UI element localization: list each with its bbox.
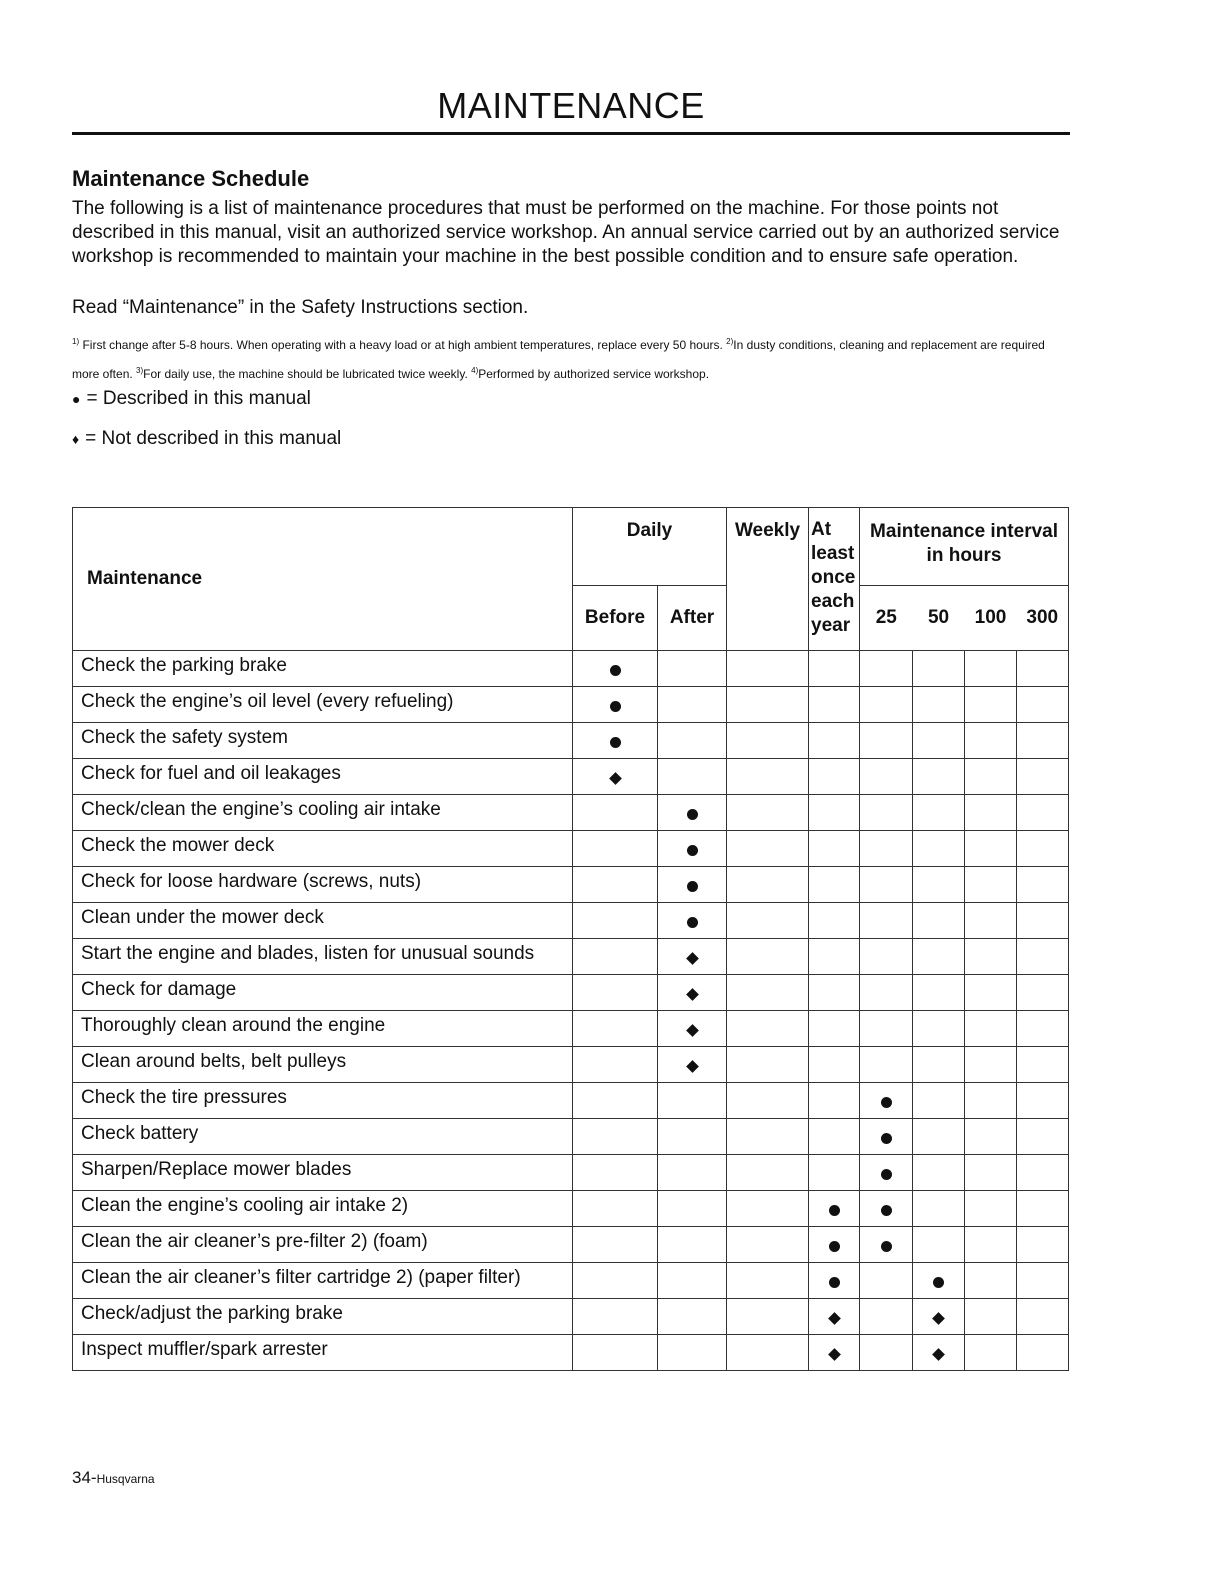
table-row <box>73 1011 1069 1047</box>
mark-cell-h50 <box>913 1083 965 1119</box>
mark-cell-weekly <box>727 1191 809 1227</box>
dot-icon: ● <box>72 391 81 407</box>
diamond-icon <box>686 1060 699 1073</box>
diamond-icon: ♦ <box>72 431 80 447</box>
mark-cell-h50 <box>913 1227 965 1263</box>
mark-cell-before <box>573 795 658 831</box>
mark-cell-before <box>573 939 658 975</box>
mark-cell-before <box>573 1119 658 1155</box>
mark-cell-h100 <box>965 651 1017 687</box>
header-hours-300: 300 <box>1017 586 1069 651</box>
diamond-icon <box>828 1312 841 1325</box>
task-cell: Check for damage <box>73 975 573 1011</box>
mark-cell-h100 <box>965 1011 1017 1047</box>
header-yearly-line: each <box>811 591 855 612</box>
legend-described-text: = Described in this manual <box>86 388 311 409</box>
mark-cell-after <box>658 867 727 903</box>
mark-cell-h25 <box>860 1227 913 1263</box>
mark-cell-weekly <box>727 1083 809 1119</box>
mark-cell-h300 <box>1017 1227 1069 1263</box>
mark-cell-year <box>809 1299 860 1335</box>
mark-cell-after <box>658 1119 727 1155</box>
table-row <box>73 687 1069 723</box>
footnote-4-mark: 4) <box>471 366 479 375</box>
mark-cell-h300 <box>1017 651 1069 687</box>
mark-cell-h100 <box>965 903 1017 939</box>
mark-cell-year <box>809 975 860 1011</box>
mark-cell-h50 <box>913 831 965 867</box>
mark-cell-year <box>809 867 860 903</box>
diamond-icon <box>609 772 622 785</box>
mark-cell-weekly <box>727 759 809 795</box>
table-row <box>73 1227 1069 1263</box>
task-cell: Clean under the mower deck <box>73 903 573 939</box>
mark-cell-h300 <box>1017 1011 1069 1047</box>
mark-cell-weekly <box>727 651 809 687</box>
table-row <box>73 1155 1069 1191</box>
header-yearly <box>809 508 860 651</box>
mark-cell-weekly <box>727 903 809 939</box>
dot-icon <box>610 701 621 712</box>
mark-cell-after <box>658 903 727 939</box>
mark-cell-h25 <box>860 1263 913 1299</box>
mark-cell-h50 <box>913 651 965 687</box>
mark-cell-h25 <box>860 831 913 867</box>
dot-icon <box>687 845 698 856</box>
diamond-icon <box>686 952 699 965</box>
dot-icon <box>687 809 698 820</box>
mark-cell-h300 <box>1017 1335 1069 1371</box>
mark-cell-year <box>809 723 860 759</box>
mark-cell-before <box>573 1155 658 1191</box>
header-hours-25: 25 <box>860 586 913 651</box>
table-row <box>73 795 1069 831</box>
mark-cell-weekly <box>727 1299 809 1335</box>
mark-cell-before <box>573 1083 658 1119</box>
header-after: After <box>658 586 727 651</box>
legend-not-described <box>72 427 341 451</box>
mark-cell-h100 <box>965 1227 1017 1263</box>
legend-described <box>72 387 311 411</box>
footnote-4: Performed by authorized service workshop. <box>478 367 710 381</box>
dot-icon <box>829 1277 840 1288</box>
task-cell: Check the engine’s oil level (every refueling) <box>73 687 573 723</box>
mark-cell-h300 <box>1017 759 1069 795</box>
mark-cell-h25 <box>860 1155 913 1191</box>
mark-cell-after <box>658 1191 727 1227</box>
mark-cell-h300 <box>1017 687 1069 723</box>
table-row <box>73 1047 1069 1083</box>
mark-cell-h100 <box>965 687 1017 723</box>
mark-cell-h50 <box>913 1299 965 1335</box>
task-cell: Clean around belts, belt pulleys <box>73 1047 573 1083</box>
footnote-1-mark: 1) <box>72 337 80 346</box>
mark-cell-h25 <box>860 903 913 939</box>
mark-cell-h300 <box>1017 867 1069 903</box>
header-yearly-line: least <box>811 543 855 564</box>
mark-cell-h300 <box>1017 1047 1069 1083</box>
mark-cell-after <box>658 723 727 759</box>
mark-cell-before <box>573 1299 658 1335</box>
mark-cell-after <box>658 975 727 1011</box>
mark-cell-weekly <box>727 1011 809 1047</box>
mark-cell-h50 <box>913 1191 965 1227</box>
mark-cell-year <box>809 831 860 867</box>
mark-cell-year <box>809 1119 860 1155</box>
mark-cell-before <box>573 867 658 903</box>
mark-cell-weekly <box>727 1119 809 1155</box>
footnote-1: First change after 5-8 hours. When operating with a heavy load or at high ambient temperatures, replace every 50 hours. <box>82 338 723 352</box>
legend-not-described-text: = Not described in this manual <box>85 428 342 449</box>
mark-cell-h100 <box>965 831 1017 867</box>
task-cell: Check for fuel and oil leakages <box>73 759 573 795</box>
mark-cell-h300 <box>1017 1299 1069 1335</box>
mark-cell-h25 <box>860 723 913 759</box>
mark-cell-h25 <box>860 1335 913 1371</box>
mark-cell-weekly <box>727 831 809 867</box>
mark-cell-before <box>573 1047 658 1083</box>
mark-cell-h25 <box>860 1047 913 1083</box>
header-interval-line-1: Maintenance interval <box>870 521 1058 542</box>
mark-cell-before <box>573 651 658 687</box>
task-cell: Check/clean the engine’s cooling air intake <box>73 795 573 831</box>
mark-cell-h300 <box>1017 1083 1069 1119</box>
mark-cell-h300 <box>1017 723 1069 759</box>
read-note: Read “Maintenance” in the Safety Instructions section. <box>72 297 529 318</box>
header-interval-line-2: in hours <box>926 545 1002 566</box>
dot-icon <box>610 665 621 676</box>
mark-cell-h25 <box>860 939 913 975</box>
mark-cell-after <box>658 1299 727 1335</box>
table-row <box>73 1191 1069 1227</box>
mark-cell-h25 <box>860 651 913 687</box>
schedule-body <box>73 651 1069 1371</box>
mark-cell-h100 <box>965 723 1017 759</box>
task-cell: Check the tire pressures <box>73 1083 573 1119</box>
dot-icon <box>829 1205 840 1216</box>
mark-cell-before <box>573 903 658 939</box>
mark-cell-year <box>809 687 860 723</box>
mark-cell-h50 <box>913 723 965 759</box>
mark-cell-year <box>809 1227 860 1263</box>
mark-cell-h100 <box>965 759 1017 795</box>
mark-cell-after <box>658 1047 727 1083</box>
dot-icon <box>881 1097 892 1108</box>
table-row <box>73 723 1069 759</box>
mark-cell-after <box>658 1263 727 1299</box>
mark-cell-h100 <box>965 1191 1017 1227</box>
mark-cell-year <box>809 795 860 831</box>
mark-cell-h100 <box>965 1047 1017 1083</box>
mark-cell-year <box>809 903 860 939</box>
mark-cell-after <box>658 651 727 687</box>
mark-cell-after <box>658 939 727 975</box>
mark-cell-h300 <box>1017 975 1069 1011</box>
maintenance-schedule-table <box>72 507 1069 1371</box>
dot-icon <box>881 1133 892 1144</box>
mark-cell-year <box>809 1011 860 1047</box>
mark-cell-year <box>809 651 860 687</box>
mark-cell-year <box>809 1335 860 1371</box>
mark-cell-h300 <box>1017 1155 1069 1191</box>
table-row <box>73 1083 1069 1119</box>
mark-cell-before <box>573 1011 658 1047</box>
footnote-2: In dusty conditions, cleaning and replacement are required more often. <box>72 338 1045 381</box>
mark-cell-year <box>809 1263 860 1299</box>
mark-cell-h50 <box>913 975 965 1011</box>
mark-cell-h50 <box>913 939 965 975</box>
dot-icon <box>881 1169 892 1180</box>
mark-cell-after <box>658 1083 727 1119</box>
task-cell: Clean the air cleaner’s filter cartridge 2) (paper filter) <box>73 1263 573 1299</box>
mark-cell-h100 <box>965 1155 1017 1191</box>
mark-cell-before <box>573 1263 658 1299</box>
mark-cell-h50 <box>913 1335 965 1371</box>
mark-cell-h300 <box>1017 795 1069 831</box>
diamond-icon <box>932 1312 945 1325</box>
task-cell: Check/adjust the parking brake <box>73 1299 573 1335</box>
section-heading: Maintenance Schedule <box>72 166 310 191</box>
table-row <box>73 1335 1069 1371</box>
mark-cell-after <box>658 795 727 831</box>
mark-cell-h50 <box>913 759 965 795</box>
table-row <box>73 939 1069 975</box>
mark-cell-year <box>809 1047 860 1083</box>
header-daily: Daily <box>573 508 727 586</box>
task-cell: Check the parking brake <box>73 651 573 687</box>
mark-cell-before <box>573 1191 658 1227</box>
table-row <box>73 1299 1069 1335</box>
diamond-icon <box>686 1024 699 1037</box>
mark-cell-h25 <box>860 1119 913 1155</box>
table-row <box>73 831 1069 867</box>
mark-cell-h300 <box>1017 903 1069 939</box>
mark-cell-weekly <box>727 795 809 831</box>
mark-cell-h25 <box>860 1083 913 1119</box>
mark-cell-h25 <box>860 1011 913 1047</box>
mark-cell-h50 <box>913 1119 965 1155</box>
mark-cell-year <box>809 1191 860 1227</box>
header-yearly-line: year <box>811 615 851 636</box>
mark-cell-h100 <box>965 1119 1017 1155</box>
task-cell: Clean the engine’s cooling air intake 2) <box>73 1191 573 1227</box>
footnotes <box>72 329 1062 387</box>
dot-icon <box>881 1241 892 1252</box>
mark-cell-year <box>809 1083 860 1119</box>
diamond-icon <box>828 1348 841 1361</box>
mark-cell-before <box>573 975 658 1011</box>
dot-icon <box>933 1277 944 1288</box>
mark-cell-weekly <box>727 1227 809 1263</box>
task-cell: Check the safety system <box>73 723 573 759</box>
page-title: MAINTENANCE <box>437 85 705 126</box>
header-yearly-line: once <box>811 567 856 588</box>
mark-cell-h300 <box>1017 831 1069 867</box>
mark-cell-year <box>809 759 860 795</box>
dot-icon <box>610 737 621 748</box>
mark-cell-h100 <box>965 1263 1017 1299</box>
mark-cell-weekly <box>727 1155 809 1191</box>
header-hours-50: 50 <box>913 586 965 651</box>
diamond-icon <box>686 988 699 1001</box>
footnote-3-mark: 3) <box>136 366 144 375</box>
mark-cell-before <box>573 723 658 759</box>
mark-cell-h25 <box>860 1299 913 1335</box>
mark-cell-h25 <box>860 687 913 723</box>
mark-cell-h25 <box>860 975 913 1011</box>
mark-cell-h50 <box>913 1263 965 1299</box>
mark-cell-h100 <box>965 867 1017 903</box>
mark-cell-h300 <box>1017 939 1069 975</box>
table-row <box>73 1263 1069 1299</box>
task-cell: Start the engine and blades, listen for unusual sounds <box>73 939 573 975</box>
mark-cell-weekly <box>727 1263 809 1299</box>
mark-cell-before <box>573 831 658 867</box>
table-row <box>73 867 1069 903</box>
page-footer <box>72 1468 155 1488</box>
mark-cell-weekly <box>727 723 809 759</box>
dot-icon <box>881 1205 892 1216</box>
mark-cell-h50 <box>913 1155 965 1191</box>
mark-cell-h100 <box>965 795 1017 831</box>
mark-cell-after <box>658 1011 727 1047</box>
mark-cell-year <box>809 1155 860 1191</box>
mark-cell-after <box>658 831 727 867</box>
dot-icon <box>829 1241 840 1252</box>
mark-cell-h100 <box>965 1083 1017 1119</box>
mark-cell-h100 <box>965 975 1017 1011</box>
table-row <box>73 1119 1069 1155</box>
footnote-3: For daily use, the machine should be lubricated twice weekly. <box>143 367 468 381</box>
mark-cell-h50 <box>913 867 965 903</box>
title-rule <box>72 132 1070 135</box>
mark-cell-after <box>658 687 727 723</box>
header-hours-100: 100 <box>965 586 1017 651</box>
mark-cell-h25 <box>860 759 913 795</box>
task-cell: Inspect muffler/spark arrester <box>73 1335 573 1371</box>
mark-cell-weekly <box>727 867 809 903</box>
mark-cell-h25 <box>860 1191 913 1227</box>
table-row <box>73 975 1069 1011</box>
mark-cell-h300 <box>1017 1119 1069 1155</box>
mark-cell-after <box>658 1227 727 1263</box>
task-cell: Check battery <box>73 1119 573 1155</box>
header-weekly: Weekly <box>727 508 809 651</box>
task-cell: Sharpen/Replace mower blades <box>73 1155 573 1191</box>
table-row <box>73 759 1069 795</box>
task-cell: Check the mower deck <box>73 831 573 867</box>
mark-cell-h25 <box>860 867 913 903</box>
mark-cell-h50 <box>913 687 965 723</box>
footnote-2-mark: 2) <box>726 337 734 346</box>
diamond-icon <box>932 1348 945 1361</box>
task-cell: Clean the air cleaner’s pre-filter 2) (foam) <box>73 1227 573 1263</box>
dot-icon <box>687 917 698 928</box>
mark-cell-h50 <box>913 795 965 831</box>
header-before: Before <box>573 586 658 651</box>
mark-cell-before <box>573 759 658 795</box>
mark-cell-after <box>658 759 727 795</box>
mark-cell-h300 <box>1017 1191 1069 1227</box>
dot-icon <box>687 881 698 892</box>
mark-cell-weekly <box>727 939 809 975</box>
mark-cell-h300 <box>1017 1263 1069 1299</box>
mark-cell-weekly <box>727 687 809 723</box>
task-cell: Check for loose hardware (screws, nuts) <box>73 867 573 903</box>
mark-cell-h100 <box>965 939 1017 975</box>
header-yearly-line: At <box>811 519 832 540</box>
mark-cell-h50 <box>913 1047 965 1083</box>
brand-name: Husqvarna <box>96 1472 155 1486</box>
table-row <box>73 651 1069 687</box>
mark-cell-before <box>573 1227 658 1263</box>
intro-paragraph: The following is a list of maintenance procedures that must be performed on the machine. For those points not described in this manual, visit an authorized service workshop. An annual service carried out by an authorized service workshop is recommended to maintain your machine in the best possible condition and to ensure safe operation. <box>72 198 1060 267</box>
mark-cell-year <box>809 939 860 975</box>
header-interval <box>860 508 1069 586</box>
mark-cell-weekly <box>727 975 809 1011</box>
page-number: 34- <box>72 1468 97 1487</box>
mark-cell-weekly <box>727 1047 809 1083</box>
mark-cell-after <box>658 1335 727 1371</box>
mark-cell-h50 <box>913 903 965 939</box>
table-row <box>73 903 1069 939</box>
mark-cell-h50 <box>913 1011 965 1047</box>
header-maintenance: Maintenance <box>73 508 573 651</box>
mark-cell-after <box>658 1155 727 1191</box>
mark-cell-h100 <box>965 1335 1017 1371</box>
mark-cell-h100 <box>965 1299 1017 1335</box>
mark-cell-before <box>573 1335 658 1371</box>
mark-cell-h25 <box>860 795 913 831</box>
mark-cell-weekly <box>727 1335 809 1371</box>
task-cell: Thoroughly clean around the engine <box>73 1011 573 1047</box>
mark-cell-before <box>573 687 658 723</box>
